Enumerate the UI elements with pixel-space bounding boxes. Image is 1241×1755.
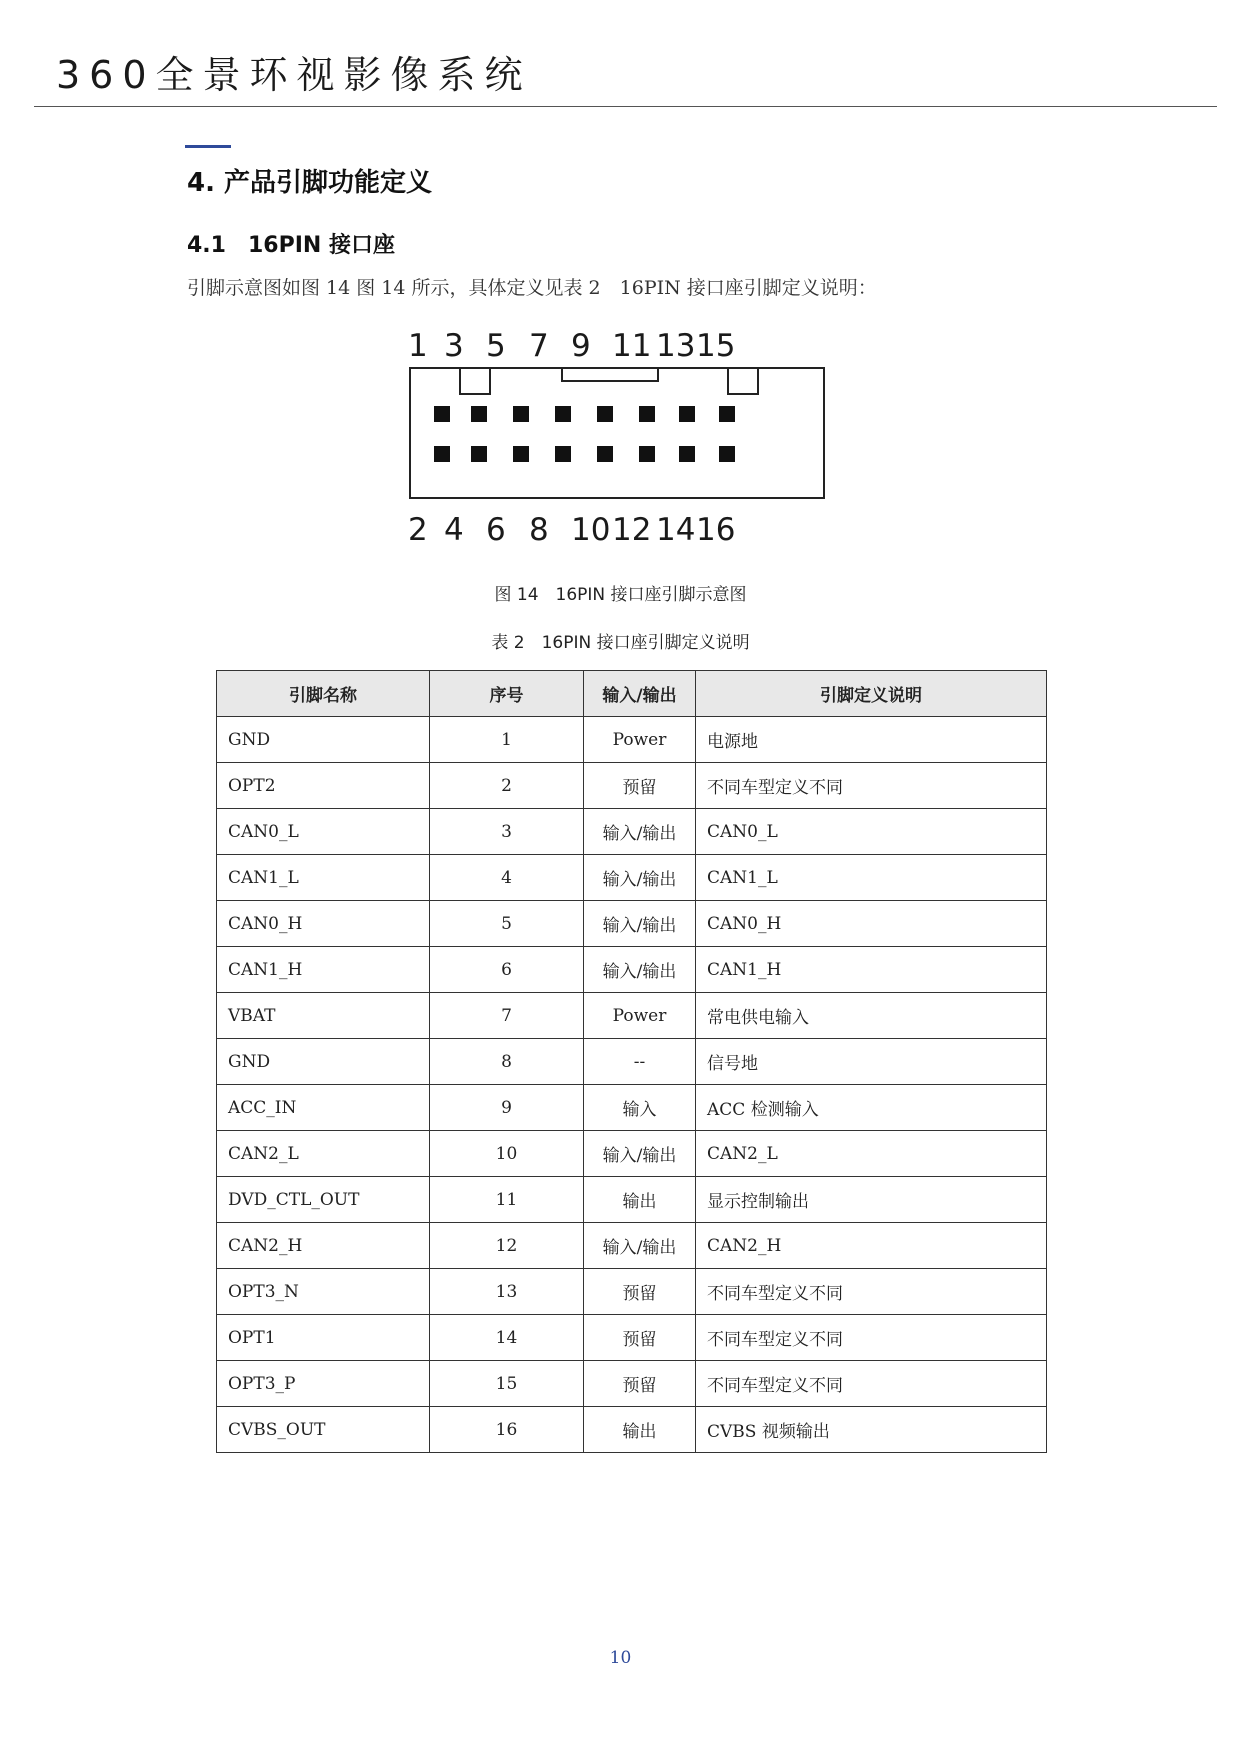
pin-label-top: 7 [529,328,549,364]
cell-pin-number: 6 [430,947,584,993]
cell-direction: 输入/输出 [584,901,696,947]
cell-direction: 预留 [584,1269,696,1315]
cell-direction: 输入/输出 [584,1131,696,1177]
cell-direction: 预留 [584,1361,696,1407]
table-row [217,1085,1047,1131]
cell-pin-number: 4 [430,855,584,901]
cell-pin-name: CAN0_H [217,901,430,947]
cell-pin-name: CAN2_L [217,1131,430,1177]
cell-description: 常电供电输入 [696,993,1047,1039]
pin-bottom-row [471,446,487,462]
cell-pin-name: CAN1_L [217,855,430,901]
pin-top-row [597,406,613,422]
header-divider [34,106,1217,107]
pin-top-row [434,406,450,422]
table-row [217,1223,1047,1269]
cell-direction: 输入/输出 [584,947,696,993]
cell-direction: 输入 [584,1085,696,1131]
pin-bottom-row [513,446,529,462]
cell-pin-name: OPT1 [217,1315,430,1361]
pin-bottom-row [719,446,735,462]
cell-direction: 输入/输出 [584,1223,696,1269]
table-row [217,809,1047,855]
document-header-title: 360全景环视影像系统 [56,53,532,97]
cell-description: 信号地 [696,1039,1047,1085]
cell-pin-name: ACC_IN [217,1085,430,1131]
cell-pin-number: 10 [430,1131,584,1177]
cell-pin-name: OPT3_P [217,1361,430,1407]
cell-pin-name: CAN0_L [217,809,430,855]
cell-pin-name: OPT3_N [217,1269,430,1315]
connector-key-left [460,368,490,394]
table-header-row [217,671,1047,717]
pin-bottom-row [597,446,613,462]
pin-top-row [679,406,695,422]
cell-direction: 输入/输出 [584,809,696,855]
pin-label-top: 9 [571,328,591,364]
cell-pin-number: 9 [430,1085,584,1131]
cell-direction: Power [584,993,696,1039]
table-row [217,1177,1047,1223]
table-row [217,947,1047,993]
table-row [217,1039,1047,1085]
pin-top-row [719,406,735,422]
pin-label-top: 11 [612,328,652,364]
pin-label-top: 15 [696,328,736,364]
pin-label-bottom: 16 [696,512,736,548]
pin-top-row [513,406,529,422]
cell-description: CAN1_H [696,947,1047,993]
pin-bottom-row [555,446,571,462]
cell-direction: -- [584,1039,696,1085]
table-row [217,1407,1047,1453]
cell-description: CAN2_L [696,1131,1047,1177]
pin-label-top: 1 [408,328,428,364]
pin-grid [434,406,735,462]
cell-direction: 输入/输出 [584,855,696,901]
pin-label-bottom: 4 [444,512,464,548]
subsection-heading [187,228,395,259]
pin-bottom-row [679,446,695,462]
section-title: 4. 产品引脚功能定义 [187,168,433,198]
pin-top-row [471,406,487,422]
connector-housing [410,368,824,498]
table-row [217,993,1047,1039]
cell-pin-name: CVBS_OUT [217,1407,430,1453]
cell-pin-number: 12 [430,1223,584,1269]
pin-definition-table [216,670,1047,1453]
cell-direction: 输出 [584,1407,696,1453]
pin-label-bottom: 2 [408,512,428,548]
cell-description: 不同车型定义不同 [696,1361,1047,1407]
cell-pin-number: 2 [430,763,584,809]
table-row [217,855,1047,901]
pin-label-bottom: 12 [612,512,652,548]
cell-description: CAN1_L [696,855,1047,901]
cell-description: 显示控制输出 [696,1177,1047,1223]
table-row [217,1315,1047,1361]
table-caption: 表 2 16PIN 接口座引脚定义说明 [491,633,750,653]
cell-pin-number: 14 [430,1315,584,1361]
header-description: 引脚定义说明 [696,671,1047,717]
page-number: 10 [609,1648,632,1668]
pin-diagram [400,312,840,552]
table-row [217,901,1047,947]
cell-pin-number: 7 [430,993,584,1039]
pin-bottom-labels [408,512,735,548]
cell-pin-name: GND [217,1039,430,1085]
cell-description: CAN2_H [696,1223,1047,1269]
cell-direction: 预留 [584,763,696,809]
cell-description: CVBS 视频输出 [696,1407,1047,1453]
cell-direction: Power [584,717,696,763]
connector-key-right [728,368,758,394]
table-row [217,1131,1047,1177]
table-row [217,717,1047,763]
subsection-title: 16PIN 接口座 [247,233,395,258]
section-accent-bar [185,145,231,148]
cell-pin-name: OPT2 [217,763,430,809]
cell-description: 不同车型定义不同 [696,1315,1047,1361]
pin-label-top: 5 [486,328,506,364]
cell-pin-number: 16 [430,1407,584,1453]
cell-pin-number: 1 [430,717,584,763]
cell-description: 不同车型定义不同 [696,1269,1047,1315]
header-pin-name: 引脚名称 [217,671,430,717]
cell-direction: 预留 [584,1315,696,1361]
figure-caption: 图 14 16PIN 接口座引脚示意图 [494,585,747,605]
pin-top-row [639,406,655,422]
pin-top-labels [408,328,735,364]
cell-description: ACC 检测输入 [696,1085,1047,1131]
cell-pin-number: 8 [430,1039,584,1085]
cell-pin-name: GND [217,717,430,763]
pin-label-bottom: 14 [656,512,696,548]
cell-pin-name: DVD_CTL_OUT [217,1177,430,1223]
pin-bottom-row [639,446,655,462]
table-row [217,1269,1047,1315]
table-row [217,1361,1047,1407]
cell-description: 不同车型定义不同 [696,763,1047,809]
cell-pin-number: 3 [430,809,584,855]
cell-pin-number: 15 [430,1361,584,1407]
pin-label-top: 3 [444,328,464,364]
cell-pin-number: 5 [430,901,584,947]
connector-key-center [562,368,658,381]
table-row [217,763,1047,809]
cell-pin-name: VBAT [217,993,430,1039]
pin-label-top: 13 [656,328,696,364]
cell-pin-number: 11 [430,1177,584,1223]
pin-top-row [555,406,571,422]
cell-description: CAN0_H [696,901,1047,947]
header-pin-number: 序号 [430,671,584,717]
pin-label-bottom: 6 [486,512,506,548]
cell-pin-name: CAN2_H [217,1223,430,1269]
pin-bottom-row [434,446,450,462]
header-direction: 输入/输出 [584,671,696,717]
pin-label-bottom: 10 [571,512,611,548]
pin-label-bottom: 8 [529,512,549,548]
intro-paragraph: 引脚示意图如图 14 图 14 所示，具体定义见表 2 16PIN 接口座引脚定义说明： [187,277,877,299]
cell-direction: 输出 [584,1177,696,1223]
cell-description: 电源地 [696,717,1047,763]
cell-pin-name: CAN1_H [217,947,430,993]
cell-description: CAN0_L [696,809,1047,855]
subsection-number: 4.1 [187,233,226,258]
cell-pin-number: 13 [430,1269,584,1315]
